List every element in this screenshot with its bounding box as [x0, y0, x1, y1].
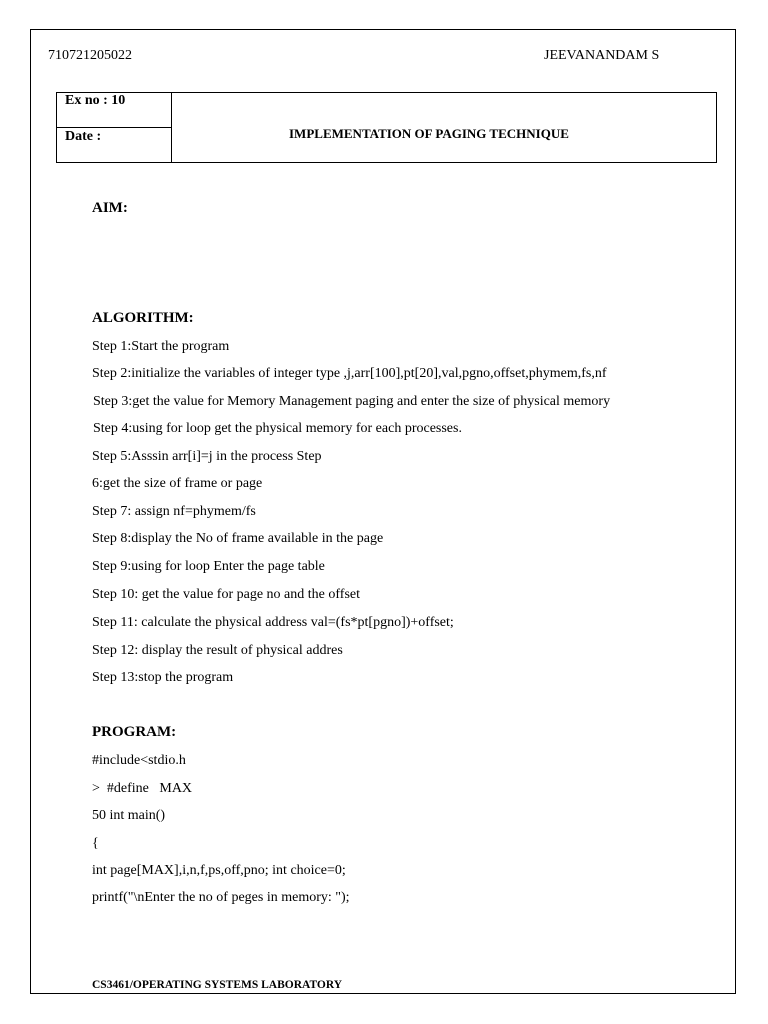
code-line: { — [92, 836, 99, 851]
algorithm-heading: ALGORITHM: — [92, 310, 194, 326]
algorithm-step: Step 4:using for loop get the physical memory for each processes. — [93, 421, 462, 436]
aim-heading: AIM: — [92, 200, 128, 216]
title-table — [56, 92, 717, 163]
algorithm-step: Step 12: display the result of physical addres — [92, 643, 343, 658]
footer-course: CS3461/OPERATING SYSTEMS LABORATORY — [92, 979, 343, 991]
date-label: Date : — [65, 129, 102, 144]
algorithm-step: Step 11: calculate the physical address val=(fs*pt[pgno])+offset; — [92, 615, 454, 630]
program-heading: PROGRAM: — [92, 724, 177, 740]
code-line: > #define MAX — [92, 781, 193, 796]
experiment-title: IMPLEMENTATION OF PAGING TECHNIQUE — [289, 126, 569, 141]
algorithm-step: Step 13:stop the program — [92, 670, 234, 685]
algorithm-step: Step 2:initialize the variables of integer type ,j,arr[100],pt[20],val,pgno,offset,phymem,fs,nf — [92, 366, 607, 381]
algorithm-step: Step 10: get the value for page no and the offset — [92, 587, 360, 602]
algorithm-step: Step 5:Asssin arr[i]=j in the process Step — [92, 449, 322, 464]
table-divider-vertical — [171, 93, 172, 162]
table-divider-horizontal — [57, 127, 171, 128]
algorithm-step: 6:get the size of frame or page — [92, 476, 263, 491]
algorithm-step: Step 9:using for loop Enter the page table — [92, 559, 325, 574]
code-line: #include<stdio.h — [92, 753, 186, 768]
roll-number: 710721205022 — [48, 48, 132, 63]
code-line: 50 int main() — [92, 808, 166, 823]
algorithm-step: Step 3:get the value for Memory Management paging and enter the size of physical memory — [93, 394, 611, 409]
algorithm-step: Step 7: assign nf=phymem/fs — [92, 504, 256, 519]
algorithm-step: Step 1:Start the program — [92, 339, 230, 354]
ex-no-label: Ex no : 10 — [65, 93, 126, 108]
code-line: printf("\nEnter the no of peges in memory: "); — [92, 890, 350, 905]
student-name: JEEVANANDAM S — [544, 48, 660, 63]
code-line: int page[MAX],i,n,f,ps,off,pno; int choice=0; — [92, 863, 346, 878]
algorithm-step: Step 8:display the No of frame available in the page — [92, 531, 384, 546]
